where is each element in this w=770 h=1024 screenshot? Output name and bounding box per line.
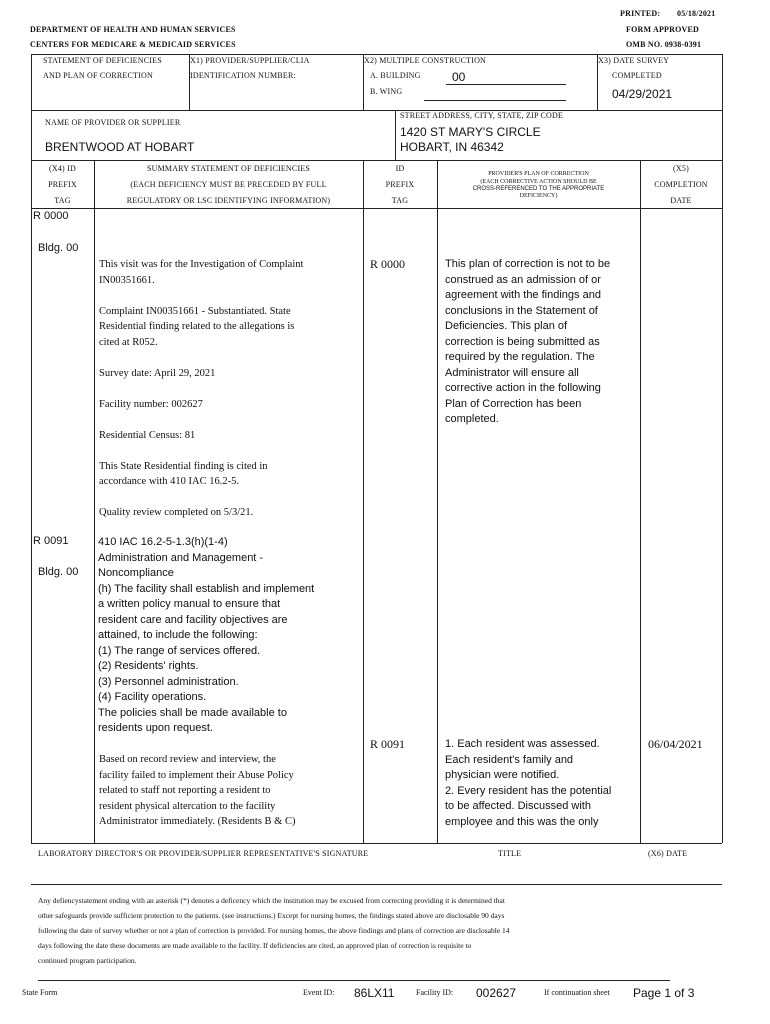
summary1-line: cited at R052. (99, 336, 158, 348)
omb-number: OMB NO. 0938-0391 (626, 40, 702, 49)
summary1-line: Residential Census: 81 (99, 429, 196, 441)
statement-label-2: AND PLAN OF CORRECTION (43, 71, 153, 80)
x3-label: X3) DATE SURVEY (598, 56, 670, 65)
address-line-2: HOBART, IN 46342 (400, 140, 504, 154)
plan2-line: employee and this was the only (445, 815, 599, 828)
x4-header-2: PREFIX (48, 180, 77, 189)
x5-header-3: DATE (670, 196, 692, 205)
provider-name-label: NAME OF PROVIDER OR SUPPLIER (45, 118, 181, 127)
summary1-line: This State Residential finding is cited in (99, 460, 268, 472)
printed-label: PRINTED: (620, 9, 661, 18)
footnote-line: days following the date these documents are made available to the facility. If deficiencies are cited, an approved plan of correction is requisite to (38, 941, 472, 950)
plan1-line: corrective action in the following (445, 382, 601, 394)
summary2-line: attained, to include the following: (98, 629, 258, 641)
findings-line: related to staff not reporting a resident to (99, 785, 271, 796)
plan1-line: construed as an admission of or (445, 273, 601, 286)
x3-label-2: COMPLETED (612, 71, 662, 80)
findings-line: resident physical altercation to the facility (99, 800, 276, 812)
summary1-line: IN00351661. (99, 274, 155, 286)
row2-id-tag: R 0091 (370, 737, 406, 751)
x5-header-1: (X5) (673, 164, 689, 173)
plan2-line: Each resident's family and (445, 753, 574, 766)
row2-regulation (98, 535, 360, 737)
x1-label-2: IDENTIFICATION NUMBER: (190, 71, 296, 80)
event-id-label: Event ID: (303, 988, 335, 997)
plan-header-3: CROSS-REFERENCED TO THE APPROPRIATE (472, 186, 605, 192)
footnote-line: continued program participation. (38, 956, 137, 965)
summary2-line: (1) The range of services offered. (98, 644, 261, 657)
footnote-line: Any defiencystatement ending with an asterisk (*) denotes a deficency which the institution may be excused from correcting providing it is determined that (38, 896, 505, 905)
plan1-line: Administrator will ensure all (445, 366, 579, 379)
event-id-value: 86LX11 (354, 986, 395, 1000)
address-line-1: 1420 ST MARY'S CIRCLE (400, 125, 541, 139)
id-header-3: TAG (391, 196, 409, 205)
summary-header-2: (EACH DEFICIENCY MUST BE PRECEDED BY FULL (130, 180, 327, 189)
summary1-line: Survey date: April 29, 2021 (99, 367, 216, 379)
row1-summary (99, 257, 361, 521)
provider-name-value: BRENTWOOD AT HOBART (45, 140, 195, 154)
disclosure-footnote (38, 893, 718, 968)
plan1-line: required by the regulation. The (445, 351, 595, 363)
department-title: DEPARTMENT OF HEALTH AND HUMAN SERVICES (30, 25, 236, 34)
summary2-line: resident care and facility objectives are (98, 613, 288, 626)
x4-header-1: (X4) ID (49, 164, 76, 173)
plan1-line: completed. (445, 413, 499, 425)
row2-findings (99, 752, 361, 830)
summary1-line: Residential finding related to the allegations is (99, 321, 295, 332)
summary2-line: The policies shall be made available to (98, 706, 287, 719)
summary1-line: Quality review completed on 5/3/21. (99, 507, 254, 518)
summary2-line: 410 IAC 16.2-5-1.3(h)(1-4) (98, 536, 228, 548)
plan1-line: agreement with the findings and (445, 289, 601, 301)
plan2-line: 2. Every resident has the potential (445, 784, 612, 797)
page-number: Page 1 of 3 (633, 986, 695, 1000)
summary2-line: residents upon request. (98, 722, 213, 734)
findings-line: Based on record review and interview, the (99, 754, 276, 765)
row2-bldg: Bldg. 00 (38, 566, 79, 578)
summary1-line: accordance with 410 IAC 16.2-5. (99, 476, 239, 487)
address-label: STREET ADDRESS, CITY, STATE, ZIP CODE (400, 111, 564, 120)
findings-line: facility failed to implement their Abuse Policy (99, 769, 294, 781)
footnote-line: other safeguards provide sufficient protection to the patients. (see instructions.) Except for nursing homes, the findings stated above are disclosable 90 days (38, 911, 505, 920)
summary2-line: (4) Facility operations. (98, 691, 207, 703)
title-label: TITLE (498, 849, 522, 858)
a-building-value: 00 (452, 70, 466, 84)
plan1-line: Deficiencies. This plan of (445, 320, 568, 332)
id-header-2: PREFIX (385, 180, 415, 189)
row2-tag: R 0091 (33, 535, 69, 547)
plan1-line: correction is being submitted as (445, 335, 600, 348)
plan1-line: This plan of correction is not to be (445, 258, 611, 270)
statement-label-1: STATEMENT OF DEFICIENCIES (43, 56, 162, 65)
survey-completed-date: 04/29/2021 (612, 87, 673, 101)
plan2-line: to be affected. Discussed with (445, 800, 591, 812)
plan2-line: physician were notified. (445, 769, 560, 781)
b-wing-label: B. WING (370, 87, 403, 96)
printed-date: 05/18/2021 (677, 9, 716, 18)
summary2-line: Administration and Management - (98, 551, 264, 564)
row1-plan (445, 257, 637, 428)
form-approved: FORM APPROVED (626, 25, 700, 34)
centers-title: CENTERS FOR MEDICARE & MEDICAID SERVICES (30, 40, 236, 49)
row1-bldg: Bldg. 00 (38, 242, 79, 254)
x4-header-3: TAG (54, 196, 71, 205)
row2-completion-date: 06/04/2021 (648, 737, 703, 751)
plan-header-4: DEFICIENCY) (519, 193, 558, 199)
row1-id-tag: R 0000 (370, 257, 406, 271)
facility-id-label: Facility ID: (416, 988, 454, 997)
x5-header-2: COMPLETION (654, 180, 708, 189)
summary2-line: (3) Personnel administration. (98, 675, 239, 688)
row2-plan (445, 737, 637, 830)
state-form-label: State Form (22, 988, 58, 997)
plan-header-2: (EACH CORRECTIVE ACTION SHOULD BE (480, 179, 597, 185)
summary-header-1: SUMMARY STATEMENT OF DEFICIENCIES (146, 164, 311, 173)
summary2-line: (2) Residents' rights. (98, 660, 199, 672)
findings-line: Administrator immediately. (Residents B & C) (99, 816, 296, 827)
summary-header-3: REGULATORY OR LSC IDENTIFYING INFORMATION) (126, 196, 331, 205)
id-header-1: ID (395, 164, 405, 173)
summary1-line: Complaint IN00351661 - Substantiated. State (99, 305, 291, 317)
x6-date-label: (X6) DATE (648, 849, 688, 858)
facility-id-value: 002627 (476, 986, 517, 1000)
summary1-line: This visit was for the Investigation of Complaint (99, 259, 304, 270)
plan2-line: 1. Each resident was assessed. (445, 738, 600, 750)
a-building-label: A. BUILDING (370, 71, 421, 80)
row1-tag: R 0000 (33, 210, 69, 222)
summary2-line: Noncompliance (98, 567, 174, 579)
plan1-line: conclusions in the Statement of (445, 304, 598, 317)
continuation-label: If continuation sheet (544, 988, 610, 997)
summary2-line: a written policy manual to ensure that (98, 598, 281, 610)
signature-label: LABORATORY DIRECTOR'S OR PROVIDER/SUPPLIER REPRESENTATIVE'S SIGNATURE (38, 849, 369, 858)
plan1-line: Plan of Correction has been (445, 397, 582, 410)
x2-label: X2) MULTIPLE CONSTRUCTION (364, 56, 487, 65)
x1-label: X1) PROVIDER/SUPPLIER/CLIA (190, 56, 310, 65)
summary2-line: (h) The facility shall establish and implement (98, 582, 315, 595)
footnote-line: following the date of survey whether or not a plan of correction is provided. For nursing homes, the above findings and plans of correction are disclosable 14 (38, 926, 510, 935)
plan-header-1: PROVIDER'S PLAN OF CORRECTION (488, 171, 589, 177)
summary1-line: Facility number: 002627 (99, 398, 203, 410)
